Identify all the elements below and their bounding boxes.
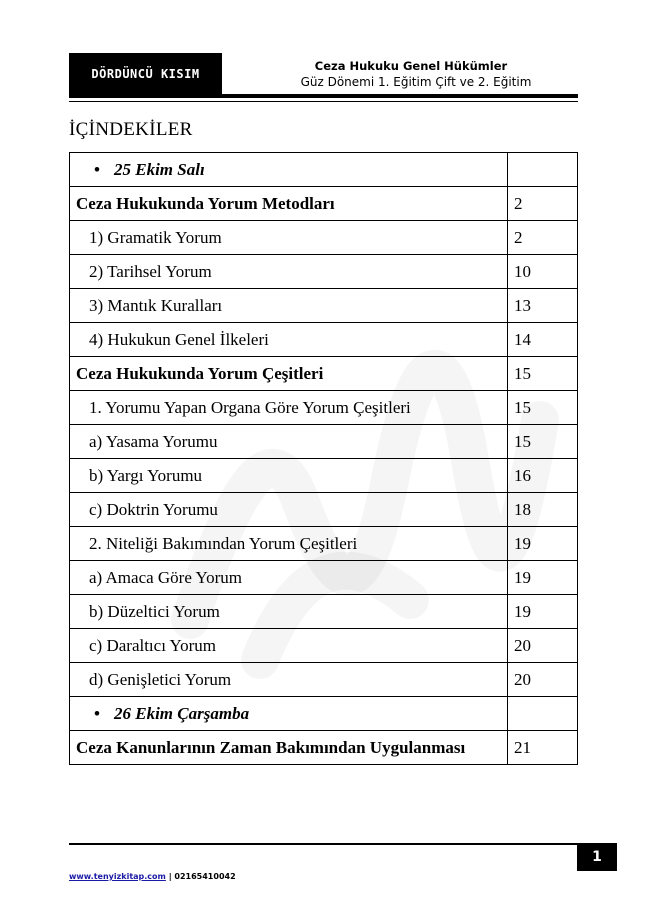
toc-row [70, 153, 578, 187]
toc-entry-title: 3) Mantık Kuralları [70, 289, 508, 323]
toc-entry-title: c) Daraltıcı Yorum [70, 629, 508, 663]
toc-row [70, 255, 578, 289]
toc-page-number: 15 [508, 357, 578, 391]
footer-separator: | [168, 872, 172, 881]
bullet-icon: • [94, 703, 100, 723]
toc-row [70, 731, 578, 765]
toc-entry-title: d) Genişletici Yorum [70, 663, 508, 697]
header-rule-thin [69, 101, 578, 102]
toc-page-number: 19 [508, 527, 578, 561]
toc-page-number: 19 [508, 595, 578, 629]
toc-page-number: 20 [508, 663, 578, 697]
toc-page-number: 18 [508, 493, 578, 527]
footer-rule [69, 843, 578, 845]
toc-entry-title: 1) Gramatik Yorum [70, 221, 508, 255]
toc-page-number: 13 [508, 289, 578, 323]
toc-page-number: 15 [508, 391, 578, 425]
header-rule [69, 94, 578, 98]
toc-page-number [508, 697, 578, 731]
toc-row [70, 323, 578, 357]
page-number: 1 [577, 843, 617, 871]
toc-table [69, 152, 578, 765]
toc-entry-title: 1. Yorumu Yapan Organa Göre Yorum Çeşitleri [70, 391, 508, 425]
toc-row [70, 527, 578, 561]
toc-row [70, 425, 578, 459]
toc-page-number: 16 [508, 459, 578, 493]
toc-entry-title: 4) Hukukun Genel İlkeleri [70, 323, 508, 357]
toc-row [70, 391, 578, 425]
section-label: DÖRDÜNCÜ KISIM [69, 53, 222, 94]
toc-section-title: Ceza Hukukunda Yorum Çeşitleri [70, 357, 508, 391]
toc-page-number: 21 [508, 731, 578, 765]
toc-row [70, 697, 578, 731]
footer-contact [69, 872, 236, 881]
toc-page-number: 15 [508, 425, 578, 459]
toc-row [70, 187, 578, 221]
course-subtitle: Güz Dönemi 1. Eğitim Çift ve 2. Eğitim [300, 75, 532, 89]
toc-page-number: 14 [508, 323, 578, 357]
toc-date-heading: 25 Ekim Salı [114, 159, 205, 179]
website-link[interactable]: www.tenyizkitap.com [69, 872, 166, 881]
toc-row [70, 561, 578, 595]
course-title: Ceza Hukuku Genel Hükümler [314, 59, 508, 73]
toc-entry-title: 2) Tarihsel Yorum [70, 255, 508, 289]
toc-row [70, 357, 578, 391]
toc-row [70, 493, 578, 527]
toc-row [70, 629, 578, 663]
toc-title: İÇİNDEKİLER [69, 119, 193, 140]
toc-page-number: 10 [508, 255, 578, 289]
toc-row [70, 221, 578, 255]
toc-page-number: 20 [508, 629, 578, 663]
toc-date-heading: 26 Ekim Çarşamba [114, 703, 250, 723]
toc-page-number: 2 [508, 221, 578, 255]
toc-section-title: Ceza Kanunlarının Zaman Bakımından Uygulanması [70, 731, 508, 765]
toc-row [70, 459, 578, 493]
toc-row [70, 663, 578, 697]
toc-entry-title: 2. Niteliği Bakımından Yorum Çeşitleri [70, 527, 508, 561]
toc-page-number [508, 153, 578, 187]
toc-entry-title: b) Düzeltici Yorum [70, 595, 508, 629]
toc-entry-title: a) Amaca Göre Yorum [70, 561, 508, 595]
toc-page-number: 19 [508, 561, 578, 595]
phone-number: 02165410042 [174, 872, 236, 881]
toc-section-title: Ceza Hukukunda Yorum Metodları [70, 187, 508, 221]
toc-entry-title: c) Doktrin Yorumu [70, 493, 508, 527]
toc-entry-title: b) Yargı Yorumu [70, 459, 508, 493]
toc-row [70, 289, 578, 323]
toc-page-number: 2 [508, 187, 578, 221]
bullet-icon: • [94, 159, 100, 179]
toc-entry-title: a) Yasama Yorumu [70, 425, 508, 459]
toc-row [70, 595, 578, 629]
